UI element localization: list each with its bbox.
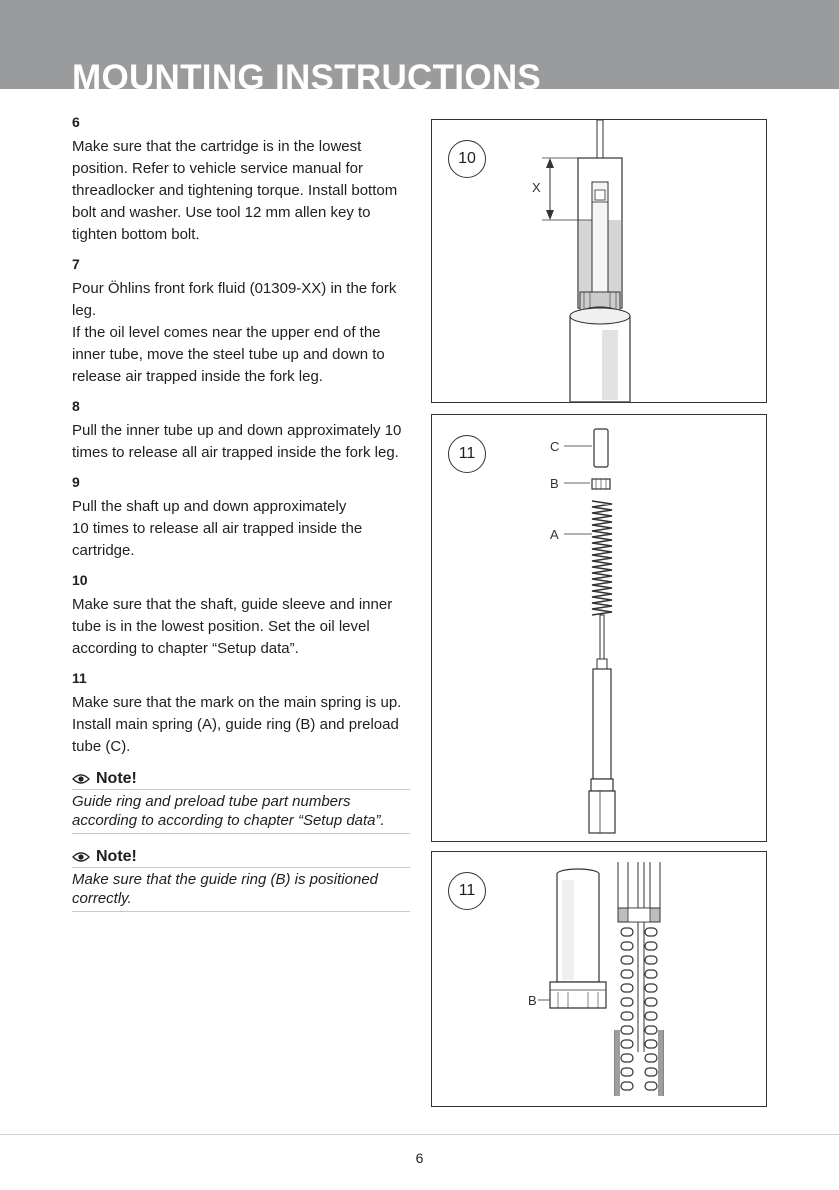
figure-number: 11 (448, 435, 486, 473)
part-c-label: C (550, 439, 560, 454)
step-text: Pull the shaft up and down approximately 10 times to release all air trapped inside the cartridge. (72, 498, 363, 559)
step-11 (72, 668, 410, 758)
spring-parts-illustration (432, 415, 766, 841)
step-6 (72, 112, 410, 246)
figure-number: 10 (448, 140, 486, 178)
step-number: 10 (72, 572, 88, 588)
step-text: Make sure that the mark on the main spring is up. Install main spring (A), guide ring (B) and preload tube (C). (72, 694, 402, 755)
figure-guide-ring-position (431, 851, 767, 1107)
note-title: Note! (96, 770, 137, 787)
figure-spring-parts (431, 414, 767, 842)
part-a-label: A (550, 527, 559, 542)
note-text: Guide ring and preload tube part numbers according to according to chapter “Setup data”. (72, 790, 410, 834)
step-number: 9 (72, 474, 80, 490)
step-7 (72, 254, 410, 388)
page-title: MOUNTING INSTRUCTIONS (72, 58, 542, 89)
step-number: 7 (72, 256, 80, 272)
step-text: Pour Öhlins front fork fluid (01309-XX) in the fork leg. If the oil level comes near the upper end of the inner tube, move the steel tube up and down to release air trapped inside the fork leg. (72, 280, 397, 385)
note-box (72, 770, 410, 834)
step-9 (72, 472, 410, 562)
eye-icon (72, 773, 90, 785)
step-number: 11 (72, 670, 87, 686)
step-10 (72, 570, 410, 660)
eye-icon (72, 851, 90, 863)
main-spring (621, 928, 657, 1090)
step-number: 6 (72, 114, 80, 130)
note-heading (72, 848, 410, 868)
step-text: Make sure that the cartridge is in the lowest position. Refer to vehicle service manual for threadlocker and tightening torque. Install bottom bolt and washer. Use tool 12 mm allen key to tighten bottom bolt. (72, 138, 398, 243)
step-text: Pull the inner tube up and down approximately 10 times to release all air trapped inside the fork leg. (72, 422, 402, 461)
note-title: Note! (96, 848, 137, 865)
figure-number: 11 (448, 872, 486, 910)
note-text: Make sure that the guide ring (B) is positioned correctly. (72, 868, 410, 912)
header-band (0, 0, 839, 89)
step-8 (72, 396, 410, 464)
page-number: 6 (415, 1150, 424, 1166)
footer-divider (0, 1134, 839, 1135)
dimension-x-label: X (532, 180, 541, 195)
note-heading (72, 770, 410, 790)
part-b-label: B (528, 993, 537, 1008)
instructions-column (72, 112, 410, 926)
step-text: Make sure that the shaft, guide sleeve and inner tube is in the lowest position. Set the oil level according to chapter “Setup data”. (72, 596, 393, 657)
figure-oil-level (431, 119, 767, 403)
part-b-label: B (550, 476, 559, 491)
step-number: 8 (72, 398, 80, 414)
note-box (72, 848, 410, 912)
main-spring (592, 501, 612, 615)
